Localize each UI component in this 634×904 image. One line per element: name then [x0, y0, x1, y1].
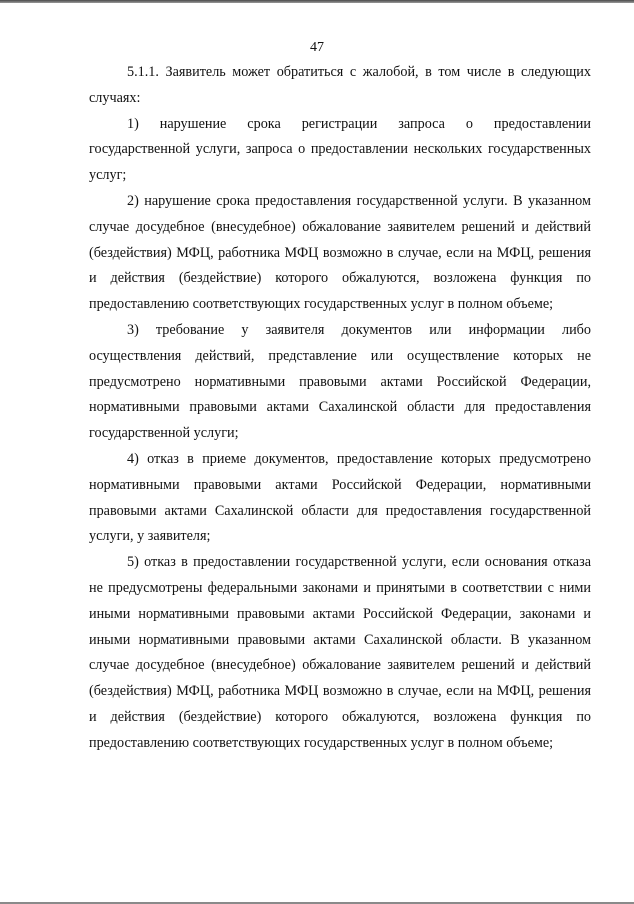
list-item-5: 5) отказ в предоставлении государственной услуги, если основания отказа не предусмотрены федеральными законами и принятыми в соответствии с ними иными нормативными правовыми актами Российской Федерации, законами и иными нормативными правовыми актами Сахалинской области. В указанном случае досудебное (внесудебное) обжалование заявителем решений и действий (бездействия) МФЦ, работника МФЦ возможно в случае, если на МФЦ, решения и действия (бездействие) которого обжалуются, возложена функция по предоставлению соответствующих государственных услуг в полном объеме;: [89, 554, 591, 751]
page-number: 47: [310, 40, 324, 55]
list-item-4: 4) отказ в приеме документов, предоставление которых предусмотрено нормативными правовыми актами Российской Федерации, нормативными правовыми актами Сахалинской области для предоставления государственной услуги, у заявителя;: [89, 450, 591, 545]
list-item-2: 2) нарушение срока предоставления государственной услуги. В указанном случае досудебное (внесудебное) обжалование заявителем решений и действий (бездействия) МФЦ, работника МФЦ возможно в случае, если на МФЦ, решения и действия (бездействие) которого обжалуются, возложена функция по предоставлению соответствующих государственных услуг в полном объеме;: [89, 192, 591, 313]
paragraph-5-1-1: 5.1.1. Заявитель может обратиться с жалобой, в том числе в следующих случаях:: [89, 64, 591, 106]
scan-top-edge: [0, 0, 634, 3]
list-item-3: 3) требование у заявителя документов или информации либо осуществления действий, представление или осуществление которых не предусмотрено нормативными правовыми актами Российской Федерации, нормативными правовыми актами Сахалинской области для предоставления государственной услуги;: [89, 321, 591, 442]
document-body: [89, 60, 591, 757]
list-item-1: 1) нарушение срока регистрации запроса о предоставлении государственной услуги, запроса о предоставлении нескольких государственных услуг;: [89, 115, 591, 184]
